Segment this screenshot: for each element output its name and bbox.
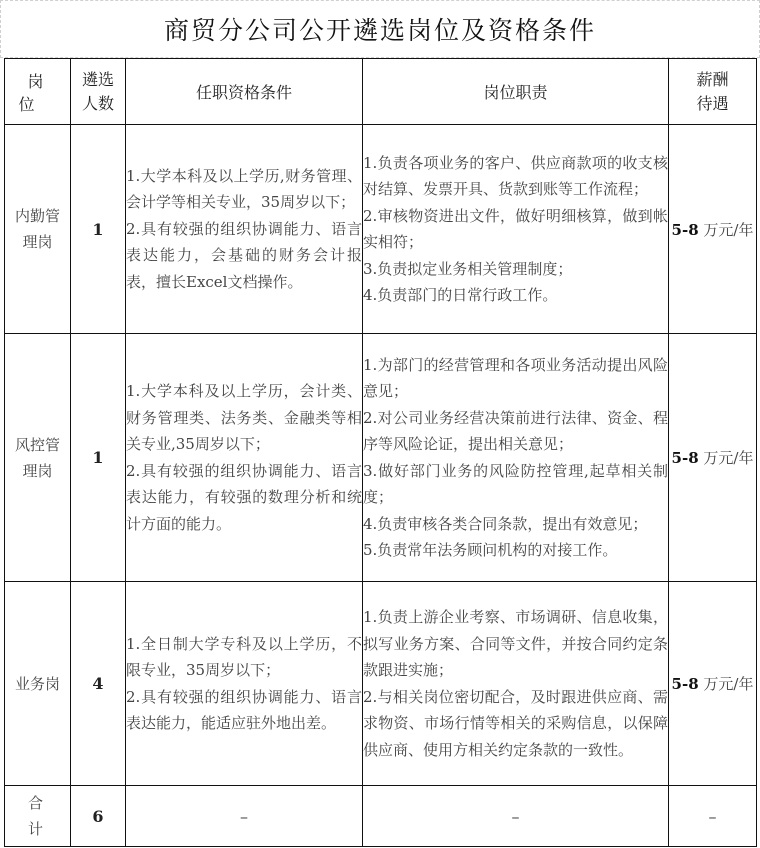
qualification-item: 2.具有较强的组织协调能力、语言表达能力，能适应驻外地出差。 [126, 687, 362, 732]
total-count: 6 [71, 786, 126, 847]
duty-item: 1.负责各项业务的客户、供应商款项的收支核对结算、发票开具、货款到账等工作流程； [363, 153, 668, 198]
header-duties: 岗位职责 [363, 59, 669, 125]
duty-item: 4.负责审核各类合同条款，提出有效意见； [363, 514, 648, 533]
duty-item: 3.做好部门业务的风险防控管理,起草相关制度； [363, 461, 668, 506]
position-name: 内勤管 理岗 [5, 125, 71, 334]
position-count: 4 [71, 582, 126, 786]
table-row [5, 334, 757, 582]
total-salary: – [669, 786, 757, 847]
position-name: 风控管 理岗 [5, 334, 71, 582]
document-title: 商贸分公司公开遴选岗位及资格条件 [0, 0, 760, 58]
salary-cell: 5-8 万元/年 [669, 582, 757, 786]
header-qualifications: 任职资格条件 [126, 59, 363, 125]
duty-item: 5.负责常年法务顾问机构的对接工作。 [363, 541, 618, 559]
duties-cell [363, 125, 669, 334]
duty-item: 3.负责拟定业务相关管理制度； [363, 259, 573, 278]
qualification-item: 1.大学本科及以上学历，会计类、财务管理类、法务类、金融类等相关专业,35周岁以下； [126, 382, 362, 453]
position-count: 1 [71, 125, 126, 334]
header-position: 岗 位 [5, 59, 71, 125]
qualifications-cell [126, 334, 363, 582]
header-salary: 薪酬 待遇 [669, 59, 757, 125]
duty-item: 2.审核物资进出文件，做好明细核算，做到帐实相符； [363, 206, 668, 251]
positions-table [4, 58, 757, 847]
table-row [5, 582, 757, 786]
qualification-item: 2.具有较强的组织协调能力、语言表达能力，会基础的财务会计报表，擅长Excel文档操作。 [126, 219, 362, 291]
position-name: 业务岗 [5, 582, 71, 786]
total-duties: – [363, 786, 669, 847]
total-row [5, 786, 757, 847]
table-header-row [5, 59, 757, 125]
duties-cell [363, 334, 669, 582]
total-label: 合 计 [5, 786, 71, 847]
qualification-item: 2.具有较强的组织协调能力、语言表达能力，有较强的数理分析和统计方面的能力。 [126, 461, 362, 533]
total-qualifications: – [126, 786, 363, 847]
qualification-item: 1.大学本科及以上学历,财务管理、会计学等相关专业，35周岁以下； [126, 166, 362, 212]
salary-cell: 5-8 万元/年 [669, 125, 757, 334]
qualifications-cell [126, 125, 363, 334]
salary-cell: 5-8 万元/年 [669, 334, 757, 582]
table-row [5, 125, 757, 334]
header-count: 遴选 人数 [71, 59, 126, 125]
duty-item: 1.为部门的经营管理和各项业务活动提出风险意见； [363, 355, 668, 400]
duty-item: 4.负责部门的日常行政工作。 [363, 286, 558, 304]
duty-item: 1.负责上游企业考察、市场调研、信息收集，拟写业务方案、合同等文件，并按合同约定条款跟进实施； [363, 608, 668, 679]
position-count: 1 [71, 334, 126, 582]
duty-item: 2.与相关岗位密切配合，及时跟进供应商、需求物资、市场行情等相关的采购信息，以保障供应商、使用方相关约定条款的一致性。 [363, 687, 668, 759]
duties-cell [363, 582, 669, 786]
qualification-item: 1.全日制大学专科及以上学历，不限专业，35周岁以下； [126, 634, 362, 679]
qualifications-cell [126, 582, 363, 786]
duty-item: 2.对公司业务经营决策前进行法律、资金、程序等风险论证，提出相关意见； [363, 408, 668, 453]
